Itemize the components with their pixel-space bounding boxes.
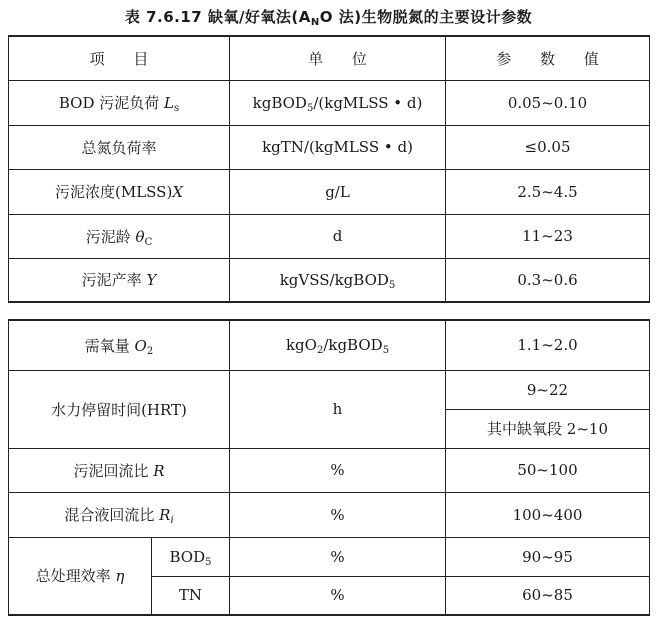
row-unit: kgBOD$_5$/(kgMLSS • d) xyxy=(230,80,446,125)
table-row xyxy=(9,80,650,125)
table-title: 表 7.6.17 缺氧/好氧法($A_NO$ 法)生物脱氮的主要设计参数 xyxy=(124,8,533,28)
row-unit: kgVSS/kgBOD$_5$ xyxy=(230,258,446,302)
table-row xyxy=(9,169,650,214)
row-value: 50~100 xyxy=(446,448,650,492)
row-item: 总氮负荷率 xyxy=(9,125,230,169)
row-item: BOD 污泥负荷 $L_s$ xyxy=(9,80,230,125)
row-value: 0.3~0.6 xyxy=(446,258,650,302)
table-row xyxy=(9,492,650,537)
parameter-table-1 xyxy=(8,35,650,303)
table-row xyxy=(9,214,650,258)
row-item: 污泥产率 Y xyxy=(9,258,230,302)
header-unit: 单 位 xyxy=(230,36,446,80)
row-item: 混合液回流比 $R_i$ xyxy=(9,492,230,537)
row-unit: % xyxy=(230,492,446,537)
table-row xyxy=(9,370,650,409)
row-unit: % xyxy=(230,576,446,615)
row-unit: kgO$_2$/kgBOD$_5$ xyxy=(230,320,446,370)
row-unit: % xyxy=(230,448,446,492)
row-item: 总处理效率 η xyxy=(9,537,152,615)
row-unit: % xyxy=(230,537,446,576)
row-unit: g/L xyxy=(230,169,446,214)
parameter-table-2 xyxy=(8,319,650,616)
row-value: 60~85 xyxy=(446,576,650,615)
row-item: 污泥龄 $\theta_C$ xyxy=(9,214,230,258)
row-value: 11~23 xyxy=(446,214,650,258)
row-value: 其中缺氧段 2~10 xyxy=(446,409,650,448)
row-unit: d xyxy=(230,214,446,258)
row-subitem: $BOD_5$ xyxy=(152,537,230,576)
row-value: 9~22 xyxy=(446,370,650,409)
header-row xyxy=(9,36,650,80)
row-item: 污泥浓度(MLSS)X xyxy=(9,169,230,214)
row-item: 水力停留时间(HRT) xyxy=(9,370,230,448)
header-value: 参 数 值 xyxy=(446,36,650,80)
row-subitem: TN xyxy=(152,576,230,615)
row-item: 需氧量 $O_2$ xyxy=(9,320,230,370)
row-value: 100~400 xyxy=(446,492,650,537)
row-value: 0.05~0.10 xyxy=(446,80,650,125)
table-row xyxy=(9,125,650,169)
row-unit: h xyxy=(230,370,446,448)
row-value: 1.1~2.0 xyxy=(446,320,650,370)
row-item: 污泥回流比 R xyxy=(9,448,230,492)
table-row xyxy=(9,258,650,302)
row-value: ≤0.05 xyxy=(446,125,650,169)
header-item: 项 目 xyxy=(9,36,230,80)
table-row xyxy=(9,320,650,370)
row-value: 90~95 xyxy=(446,537,650,576)
table-row xyxy=(9,537,650,576)
row-value: 2.5~4.5 xyxy=(446,169,650,214)
table-row xyxy=(9,448,650,492)
row-unit: kgTN/(kgMLSS • d) xyxy=(230,125,446,169)
